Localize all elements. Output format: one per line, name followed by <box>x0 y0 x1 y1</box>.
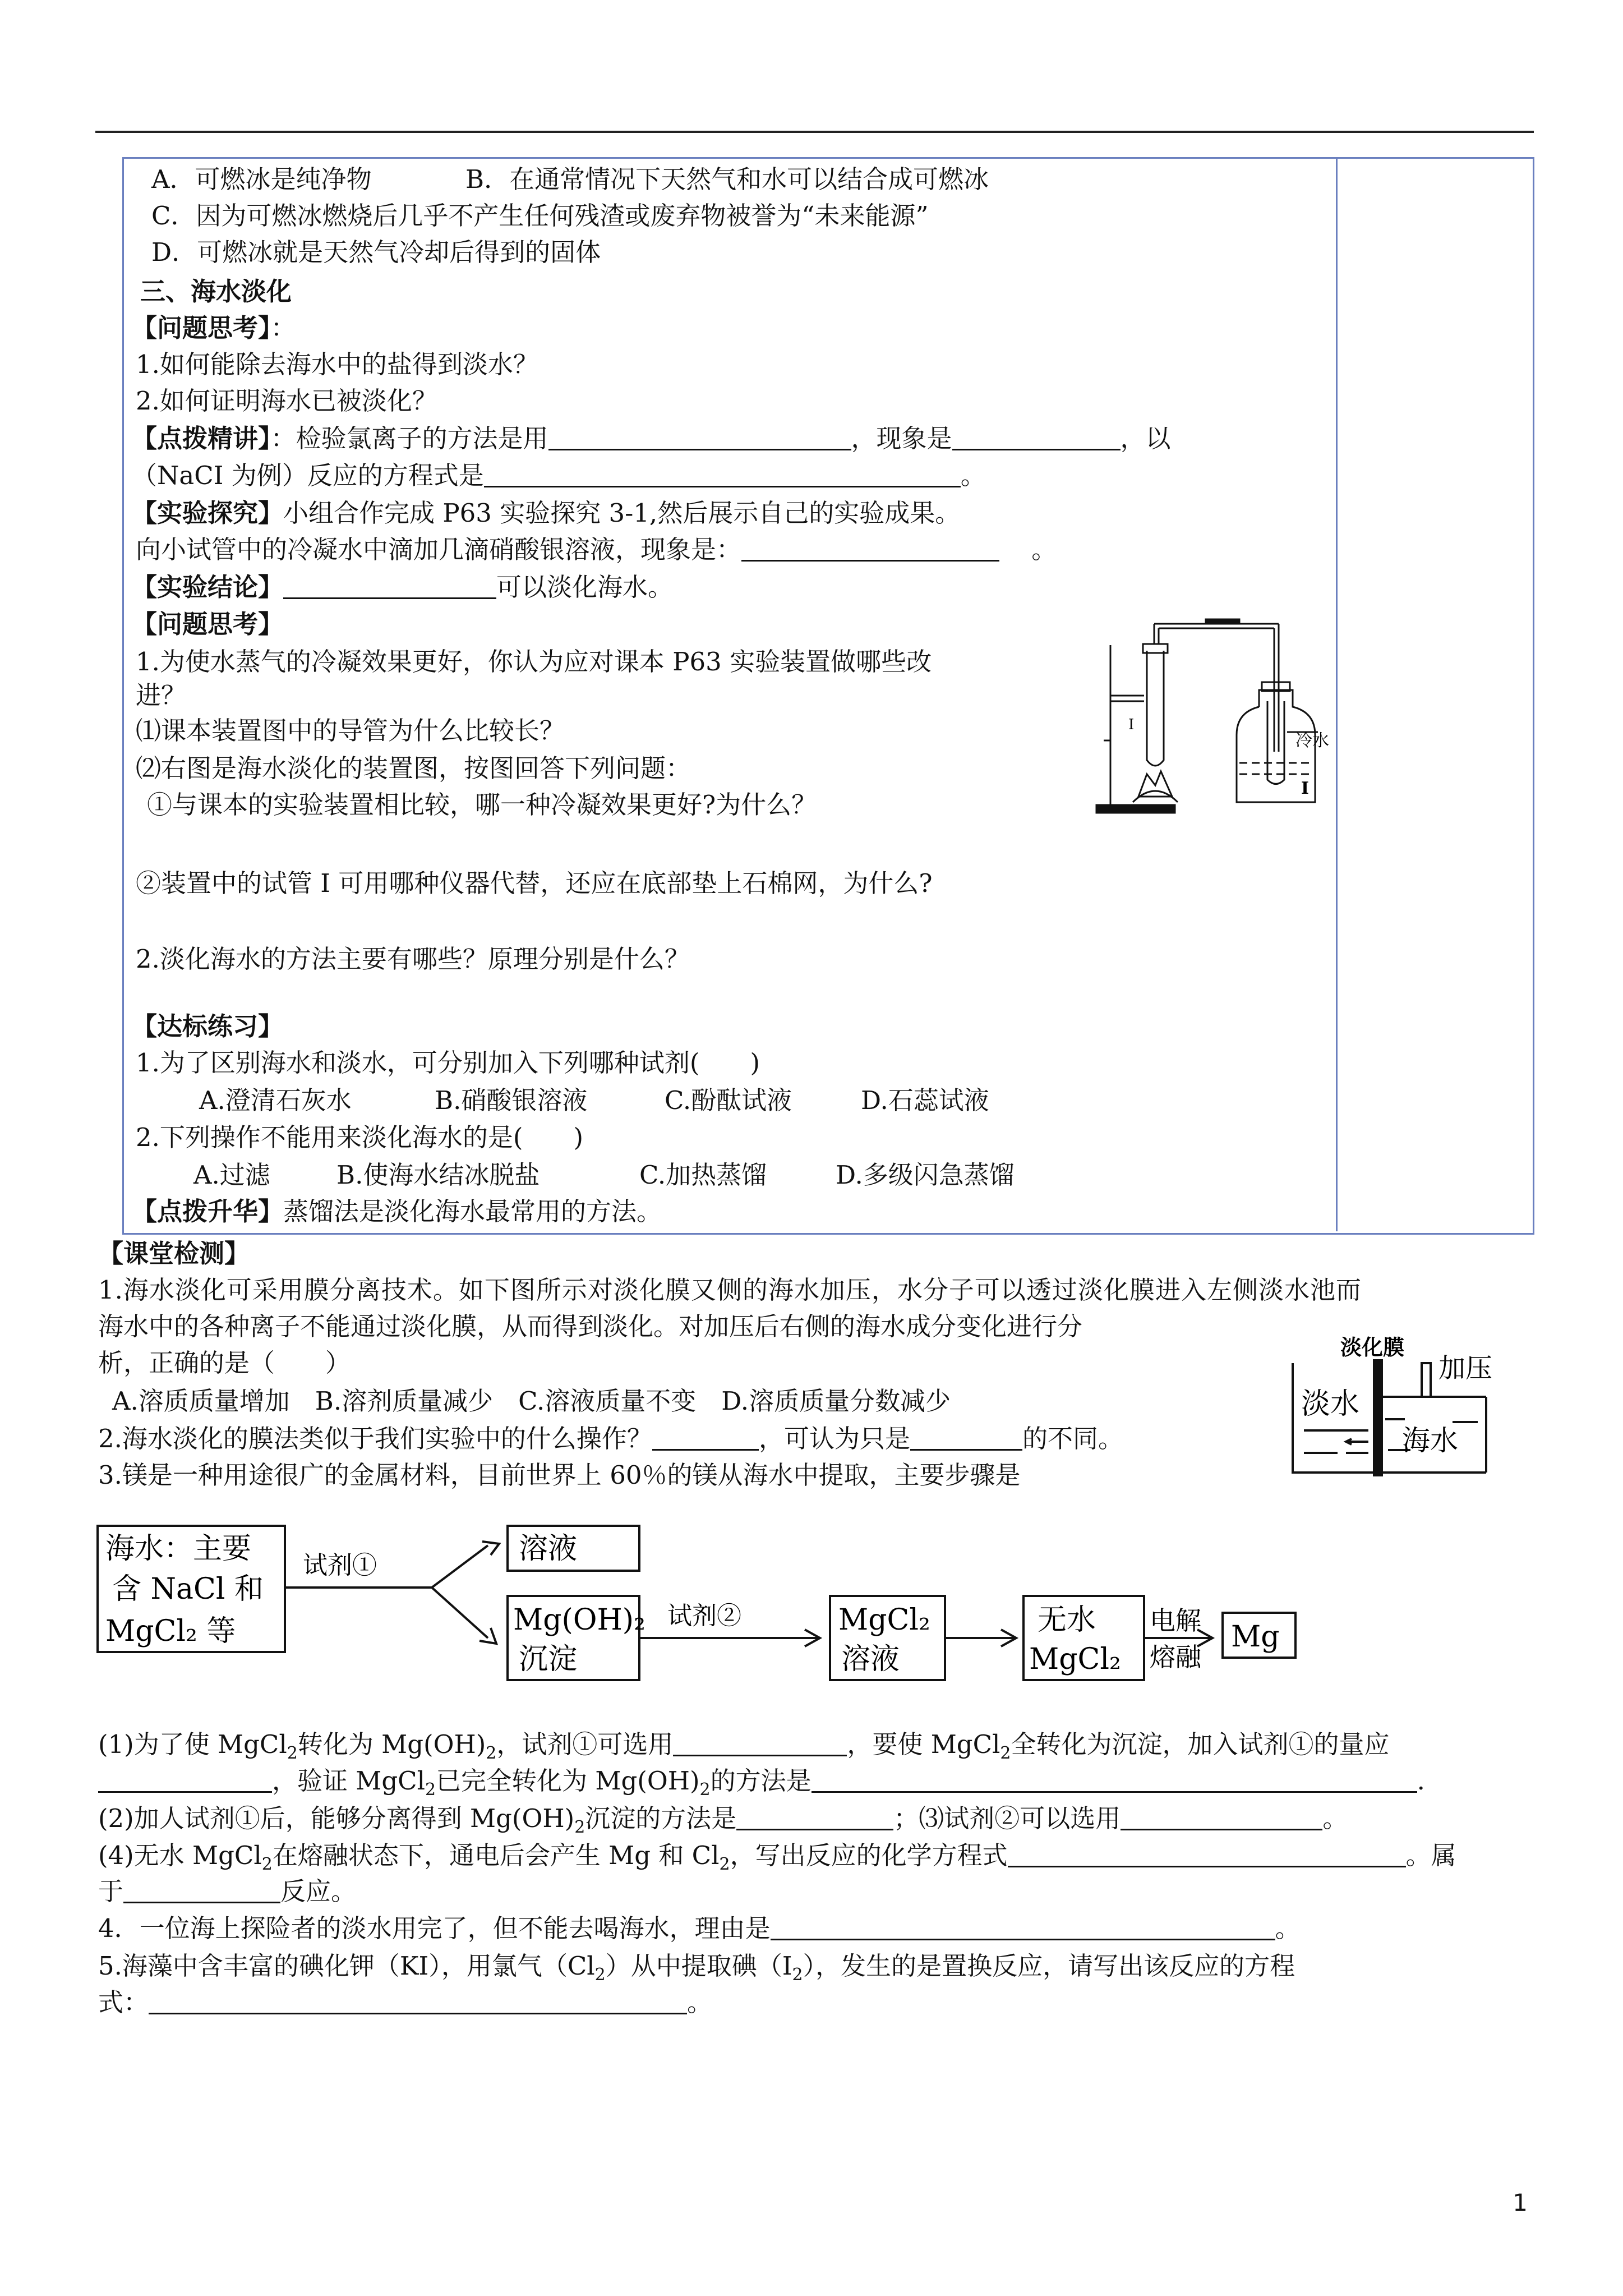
practice-q2: 2.下列操作不能用来淡化海水的是( ) <box>136 1122 584 1152</box>
apparatus-tube-label: I <box>1128 716 1135 733</box>
flow-solution: 溶液 <box>519 1532 578 1566</box>
tip-line <box>132 422 1171 455</box>
answer-blank[interactable] <box>811 1764 1417 1793</box>
answer-blank[interactable] <box>484 459 961 487</box>
ct-q1-line2: 海水中的各种离子不能通过淡化膜，从而得到淡化。对加压后右侧的海水成分变化进行分 <box>98 1312 1083 1341</box>
practice-q1: 1.为了区别海水和淡水，可分别加入下列哪种试剂( ) <box>136 1048 760 1078</box>
think2-q1a: 1.为使水蒸气的冷凝效果更好，你认为应对课本 P63 实验装置做哪些改 <box>136 647 932 677</box>
upgrade-text: 蒸馏法是淡化海水最常用的方法。 <box>283 1197 662 1226</box>
practice-q2-option: B.使海水结冰脱盐 <box>336 1160 540 1190</box>
tip-text3: ，以 <box>1120 424 1171 453</box>
ct-q2-a: 2.海水淡化的膜法类似于我们实验中的什么操作？ <box>98 1424 652 1453</box>
ct-q5-text: 5.海藻中含丰富的碘化钾（KI），用氯气（Cl <box>98 1951 595 1981</box>
flow-mgoh-1: Mg(OH)₂ <box>513 1603 645 1637</box>
ct-s1-text: 的方法是 <box>710 1766 811 1796</box>
ct-s2-line <box>98 1802 1348 1844</box>
classtest-label: 【课堂检测】 <box>98 1239 250 1268</box>
flow-anh-1: 无水 <box>1038 1603 1096 1637</box>
tip-text2: ，现象是 <box>851 424 952 453</box>
membrane-film-label: 淡化膜 <box>1340 1335 1405 1360</box>
tip-text1: ：检验氯离子的方法是用 <box>270 424 548 453</box>
flow-seawater-3: MgCl₂ 等 <box>105 1614 236 1648</box>
tip-end: 。 <box>960 461 986 490</box>
subscript: 2 <box>574 1818 585 1837</box>
think2-s2: ⑵右图是海水淡化的装置图，按图回答下列问题： <box>136 753 691 783</box>
flow-anh-2: MgCl₂ <box>1029 1642 1121 1676</box>
flow-reagent-2: 试剂② <box>667 1602 741 1630</box>
section-title: 三、海水淡化 <box>140 277 292 306</box>
flow-mgcl-1: MgCl₂ <box>838 1603 930 1637</box>
conclusion-line <box>132 570 673 604</box>
ct-s4-line2 <box>98 1875 356 1908</box>
option-d: D．可燃冰就是天然气冷却后得到的固体 <box>151 237 601 267</box>
practice-q1-option: A.澄清石灰水 <box>199 1085 352 1115</box>
ct-q2 <box>98 1422 1123 1456</box>
answer-blank[interactable] <box>149 1986 687 2014</box>
ct-s4-text: (4)无水 MgCl <box>98 1841 262 1870</box>
flow-elec-2: 熔融 <box>1150 1642 1201 1672</box>
think-colon: ： <box>270 313 296 343</box>
ct-q2-c: 的不同。 <box>1022 1424 1123 1453</box>
practice-q1-option: B.硝酸银溶液 <box>435 1085 588 1115</box>
practice-q2-options <box>193 1158 1015 1192</box>
table-column-divider <box>1336 157 1338 1231</box>
ct-q5-text: 式： <box>98 1987 149 2017</box>
flow-reagent-1: 试剂① <box>303 1551 377 1580</box>
ct-s2-end: 。 <box>1322 1803 1348 1833</box>
ct-s2-text: (2)加人试剂①后，能够分离得到 Mg(OH) <box>98 1803 575 1833</box>
tip-label: 【点拨精讲】 <box>132 424 271 453</box>
membrane-press-label: 加压 <box>1438 1352 1493 1384</box>
concl-text: 可以淡化海水。 <box>496 572 674 602</box>
answer-blank[interactable] <box>283 570 496 599</box>
answer-blank[interactable] <box>771 1912 1275 1940</box>
flow-mg: Mg <box>1231 1620 1280 1654</box>
think-q1: 1.如何能除去海水中的盐得到淡水？ <box>136 349 538 379</box>
option-a: A．可燃冰是纯净物 <box>151 164 372 194</box>
subscript: 2 <box>699 1780 711 1800</box>
answer-blank[interactable] <box>98 1764 272 1793</box>
ct-s4-text: 反应。 <box>280 1876 357 1906</box>
flow-mgoh-2: 沉淀 <box>519 1642 578 1676</box>
answer-blank[interactable] <box>548 422 851 450</box>
exp-line-2 <box>136 533 1057 567</box>
option-c: C．因为可燃冰燃烧后几乎不产生任何残渣或废弃物被誉为“未来能源” <box>151 201 929 231</box>
subscript: 2 <box>719 1855 730 1874</box>
upgrade-line <box>132 1195 662 1228</box>
subscript: 2 <box>261 1855 273 1874</box>
ct-q4-line <box>98 1912 1301 1945</box>
ct-s1-text: 全转化为沉淀，加入试剂①的量应 <box>1011 1729 1390 1759</box>
exp-text: 小组合作完成 P63 实验探究 3-1,然后展示自己的实验成果。 <box>283 498 961 528</box>
ct-q4-text: 4．一位海上探险者的淡水用完了，但不能去喝海水，理由是 <box>98 1913 771 1943</box>
membrane-sea-label: 海水 <box>1402 1424 1458 1457</box>
apparatus-mark-label: I <box>1301 779 1310 798</box>
subscript: 2 <box>425 1780 436 1800</box>
answer-blank[interactable] <box>952 422 1121 450</box>
answer-blank[interactable] <box>652 1422 759 1451</box>
tip-line-2 <box>132 459 986 493</box>
exp-label: 【实验探究】 <box>132 498 284 528</box>
practice-q1-option: D.石蕊试液 <box>861 1085 989 1115</box>
think2-label: 【问题思考】 <box>132 609 284 639</box>
ct-q1-options: A.溶质质量增加 B.溶剂质量减少 C.溶液质量不变 D.溶质质量分数减少 <box>112 1386 951 1416</box>
ct-q5-line2 <box>98 1986 712 2019</box>
ct-s1-line2 <box>98 1764 1425 1807</box>
think2-s2a: ①与课本的实验装置相比较，哪一种冷凝效果更好?为什么？ <box>147 790 817 820</box>
ct-s1-text: ，试剂①可选用 <box>496 1729 674 1759</box>
practice-label: 【达标练习】 <box>132 1011 284 1041</box>
answer-blank[interactable] <box>910 1422 1022 1451</box>
answer-blank[interactable] <box>736 1802 893 1830</box>
answer-blank[interactable] <box>673 1728 847 1756</box>
think2-s1: ⑴课本装置图中的导管为什么比较长？ <box>136 716 565 746</box>
magnesium-flowchart <box>95 1503 1329 1683</box>
practice-q1-options <box>199 1084 989 1117</box>
exp-line2-end: 。 <box>1031 535 1057 564</box>
ct-q2-b: ，可认为只是 <box>758 1424 910 1453</box>
ct-s4-text: ，写出反应的化学方程式 <box>730 1841 1008 1870</box>
practice-q2-option: A.过滤 <box>193 1160 270 1190</box>
subscript: 2 <box>594 1965 606 1985</box>
ct-s2-text: ；⑶试剂②可以选用 <box>893 1803 1121 1833</box>
membrane-fresh-label: 淡水 <box>1301 1387 1360 1421</box>
practice-q2-option: D.多级闪急蒸馏 <box>836 1160 1015 1190</box>
ct-q1-line3: 析，正确的是（ ） <box>98 1348 351 1378</box>
ct-s1-text: 转化为 Mg(OH) <box>297 1729 486 1759</box>
option-b: B．在通常情况下天然气和水可以结合成可燃冰 <box>465 164 989 194</box>
think-q2: 2.如何证明海水已被淡化？ <box>136 386 437 416</box>
flow-elec-1: 电解 <box>1150 1605 1201 1636</box>
distillation-apparatus-diagram <box>1094 611 1329 825</box>
ct-q5-text: ）从中提取碘（I <box>605 1951 792 1981</box>
ct-s4-text: 于 <box>98 1876 124 1906</box>
ct-q5-end: 。 <box>687 1987 713 2017</box>
subscript: 2 <box>1000 1743 1011 1763</box>
ct-s4-text: 在熔融状态下，通电后会产生 Mg 和 Cl <box>272 1841 720 1870</box>
ct-s2-text: 沉淀的方法是 <box>585 1803 737 1833</box>
think-heading <box>132 311 296 345</box>
concl-label: 【实验结论】 <box>132 572 284 602</box>
ct-q4-end: 。 <box>1275 1913 1301 1943</box>
exp-line <box>132 496 960 530</box>
upgrade-label: 【点拨升华】 <box>132 1197 284 1226</box>
membrane-diagram <box>1284 1329 1537 1481</box>
header-rule <box>95 131 1534 133</box>
flow-mgcl-2: 溶液 <box>841 1642 900 1676</box>
ct-q5-text: ），发生的是置换反应，请写出该反应的方程 <box>803 1951 1295 1981</box>
ct-s1-text: ，验证 MgCl <box>272 1766 426 1796</box>
subscript: 2 <box>287 1743 298 1763</box>
ct-s1-text: ，要使 MgCl <box>847 1729 1000 1759</box>
answer-blank[interactable] <box>123 1875 280 1903</box>
think2-q2: 2.淡化海水的方法主要有哪些？原理分别是什么？ <box>136 944 690 974</box>
think2-q1b: 进？ <box>136 680 187 710</box>
tip-text4: （NaCI 为例）反应的方程式是 <box>132 461 484 490</box>
answer-blank[interactable] <box>1008 1839 1406 1867</box>
ct-s4-text: 。属 <box>1405 1841 1456 1870</box>
ct-s1-text: 已完全转化为 Mg(OH) <box>436 1766 700 1796</box>
subscript: 2 <box>792 1965 803 1985</box>
exp-line2: 向小试管中的冷凝水中滴加几滴硝酸银溶液，现象是： <box>136 535 742 564</box>
think-label: 【问题思考】 <box>132 313 271 343</box>
ct-s1-text: (1)为了使 MgCl <box>98 1729 287 1759</box>
flow-seawater-1: 海水：主要 <box>105 1532 252 1566</box>
practice-q2-option: C.加热蒸馏 <box>639 1160 767 1190</box>
ct-s1-end: . <box>1417 1766 1425 1796</box>
apparatus-water-label: 冷水 <box>1295 731 1329 751</box>
answer-blank[interactable] <box>741 533 999 562</box>
practice-q1-option: C.酚酞试液 <box>665 1085 792 1115</box>
ct-q1-line1: 1.海水淡化可采用膜分离技术。如下图所示对淡化膜又侧的海水加压，水分子可以透过淡化膜进入左侧淡水池而 <box>98 1275 1362 1305</box>
subscript: 2 <box>486 1743 497 1763</box>
answer-blank[interactable] <box>1121 1802 1322 1830</box>
page-number: 1 <box>1513 2189 1528 2216</box>
ct-q3: 3.镁是一种用途很广的金属材料，目前世界上 60％的镁从海水中提取，主要步骤是 <box>98 1460 1021 1490</box>
flow-seawater-2: 含 NaCl 和 <box>112 1572 264 1606</box>
think2-s2b: ②装置中的试管 I 可用哪种仪器代替，还应在底部垫上石棉网，为什么? <box>136 868 933 898</box>
